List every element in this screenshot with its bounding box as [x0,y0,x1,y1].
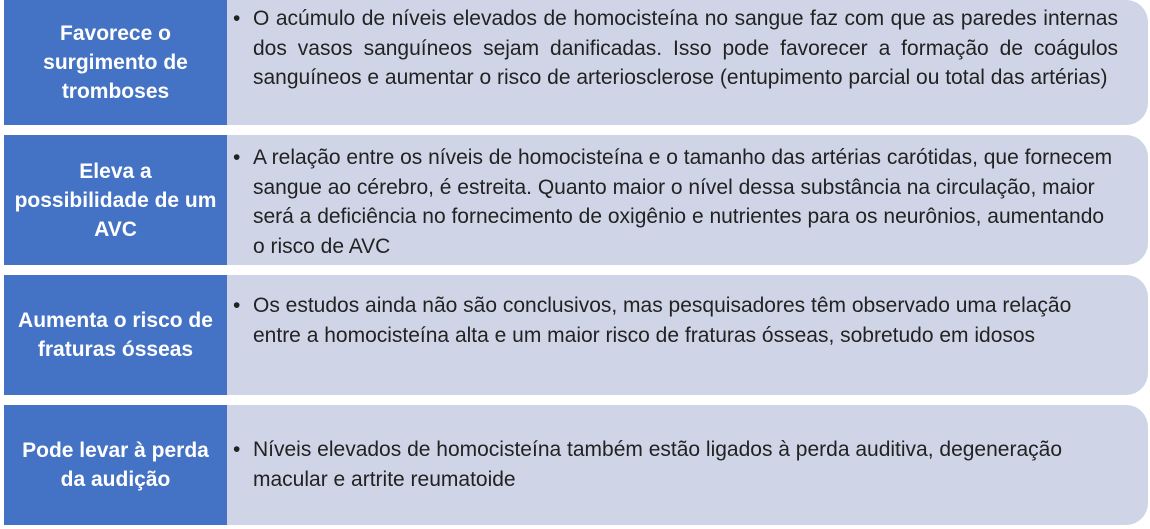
effect-description-box-audicao [227,405,1148,525]
effect-description-box-fraturas [227,275,1148,395]
effect-description-tromboses: • O acúmulo de níveis elevados de homocisteína no sangue faz com que as paredes internas dos vasos sanguíneos sejam danificadas. Isso pode favorecer a formação de coágulos sanguíneos e aumentar o risco de arteriosclerose (entupimento parcial ou total das artérias) [253,4,1118,93]
effect-description-box-avc [227,135,1148,265]
effect-label-audicao: Pode levar à perda da audição [4,405,227,525]
effect-row-tromboses [4,0,1148,125]
effect-row-avc [4,135,1148,265]
effect-description-audicao: • Níveis elevados de homocisteína também estão ligados à perda auditiva, degeneração macular e artrite reumatoide [253,435,1118,494]
effect-label-tromboses: Favorece o surgimento de tromboses [4,0,227,125]
effect-description-box-tromboses [227,0,1148,125]
effect-row-fraturas [4,275,1148,395]
effect-row-audicao [4,405,1148,525]
effect-description-fraturas: • Os estudos ainda não são conclusivos, mas pesquisadores têm observado uma relação entre a homocisteína alta e um maior risco de fraturas ósseas, sobretudo em idosos [253,291,1118,350]
effect-description-avc: • A relação entre os níveis de homocisteína e o tamanho das artérias carótidas, que fornecem sangue ao cérebro, é estreita. Quanto maior o nível dessa substância na circulação, maior será a deficiência no fornecimento de oxigênio e nutrientes para os neurônios, aumentando o risco de AVC [253,143,1118,261]
effect-label-fraturas: Aumenta o risco de fraturas ósseas [4,275,227,395]
effect-label-avc: Eleva a possibilidade de um AVC [4,135,227,265]
